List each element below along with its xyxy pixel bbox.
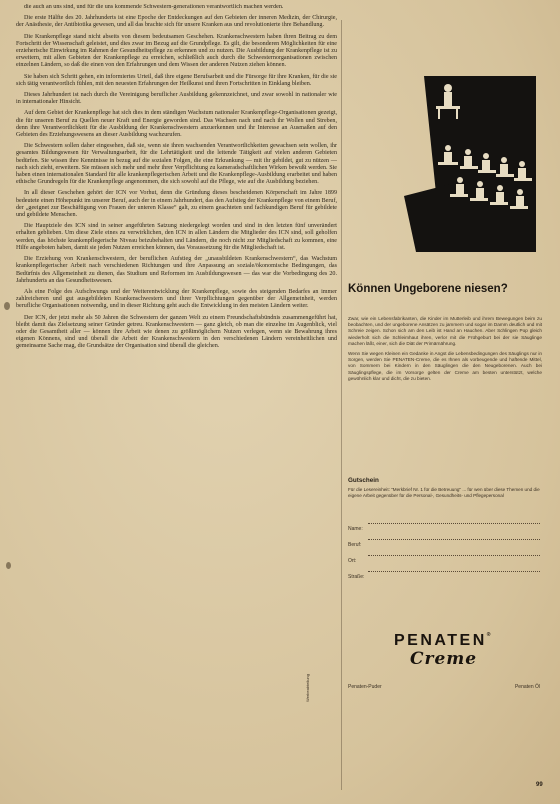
article-paragraph: Dieses Jahrhundert ist nach durch die Vereinigung beruflicher Ausbildung gekennzeichnet, und zwar sowohl in nationaler wie in internationaler Hinsicht. bbox=[16, 92, 337, 106]
field-label: Name: bbox=[348, 526, 363, 532]
page-number: 99 bbox=[536, 782, 543, 788]
print-blemish bbox=[4, 302, 10, 310]
ad-body bbox=[348, 316, 542, 386]
article-paragraph: In all dieser Geschehen gehört der ICN vor Vorhut, denn die Gründung dieses bescheidenen Körperschaft im Jahre 1899 bedeutete einen Höhepunkt im unserer Beruf, auch der in einem Jahrhundert, das den Aufstieg der Krankenpflege von einem Beruf, der „geeignet zur Beschäftigung von Frauen der unteren Klasse“ galt, zu einem geachteten und fachkundigen Beruf für gebildete und gebildete Menschen. bbox=[16, 190, 337, 219]
article-paragraph: Die erste Hälfte des 20. Jahrhunderts ist eine Epoche der Entdeckungen auf den Gebieten der inneren Medizin, der Chirurgie, der Anästhesie, der Antibiotika gewesen, und all das brachte sich für unsere Kranken aus und revolutionierte ihre Behandlung. bbox=[16, 15, 337, 29]
field-label: Straße: bbox=[348, 574, 365, 580]
field-label: Ort: bbox=[348, 558, 357, 564]
article-paragraph: Der ICN, der jetzt mehr als 50 Jahren die Schwestern der ganzen Welt zu einem Freundschaftsbündnis zusammengeführt hat, bleibt damit das Zielsetzung seiner Gründer getreu. Krankenschwestern — ganz gleich, ob man die einzelne im Augenblick, viel oder die Gesamtheit aller — können ihre Arbeit wie denen zu größtmöglichem Nutzen verlegen, wenn sie Bewahrung ihres eigenen Könnens, sind und überall die Arbeit der Krankenschwestern in den verschiedenen Ländern vereinheitlichen und gemeinsame Sache mag, die Grundsätze der Organisation sind überall die gleichen. bbox=[16, 314, 337, 350]
lecture-illustration bbox=[364, 76, 536, 252]
ad-paragraph: Wenn Sie wegen Kleinen ein Gedanke in Angst die Lebensbedingungen des Säuglings nur in Sorgen, werden Sie PENATEN-Creme, die es Ihnen als vorbeugende und haftende Mittel, von Sommern bei Kindern in den Säuglingen die den Neugeborenen. Auch bei Säuglingspflege, die im Vorsorge gelten der Creme am besten unterstützt, welche gewöhnlich klar und dicht, die zu bieten. bbox=[348, 351, 542, 381]
ad-headline: Können Ungeborene niesen? bbox=[348, 283, 508, 295]
article-paragraph: Auf dem Gebiet der Krankenpflege hat sich dies in dem ständigen Wachstum nationaler Krankenpflege-Organisationen gezeigt, die für unseren Beruf zu Quellen neuer Kraft und Energie geworden sind. Das Wachsen nach und nach ihr Wollen und Streben, denn ihre Verantwortlichkeit für die Ausbildung der Krankenschwestern anzuerkennen und ihr Interesse an Ausmaßen auf den Gebieten des Erziehungswesens an dieser Ausbildung wachzurufen. bbox=[16, 110, 337, 139]
article-paragraph: die auch an uns sind, und für die uns kommende Schwestern-generationen verantwortlich machen werden. bbox=[24, 4, 284, 10]
coupon-text: Für die Lesereinheit: "Merkbrief Nr. 1 für die Betreuung" ... für wen über diese Themen und die eigene Arbeit gegenüber für die Personal-, Gesundheits- und Pflegepersonal bbox=[348, 487, 540, 498]
article-paragraph: Sie haben sich Schritt gehen, ein informiertes Urteil, daß ihre eigene Berufsarbeit und die Fürsorge für ihre Kranken, für die sie sich tätig verantwortlich fühlen, mit den neuesten Erfahrungen der Heilkunst und ihren Fortschritten in Einklang bleiben. bbox=[16, 73, 337, 87]
article-paragraph: Die Krankenpflege stand nicht abseits von diesem bedeutsamen Geschehen. Krankenschwestern haben ihren Beitrag zu dem Fortschritt der Wissenschaft geleistet, und dies zwar im Bezug auf die Grundpflege. Es gilt, die besonderen Möglichkeiten für eine erzieherische Einwirkung im Rahmen der Gesundheitspflege zu erkennen und zu nutzen. Die Ausbildung der Krankenpflege ist zu erweitern, mit allen Gebieten der Krankenpflege zu erreichen, schließlich auch durch die Schwesternorganisationen zwischen einzelnen Ländern, so daß die einen von den Erfahrungen und dem Wissen der anderen Nutzen ziehen können. bbox=[16, 33, 337, 69]
print-blemish bbox=[6, 562, 11, 569]
article-paragraph: Als eine Folge des Aufschwungs und der Weiterentwicklung der Krankenpflege, sowie des steigenden Bedarfes an immer zahlreicheren und gut ausgebildeten Krankenschwestern und ihrer Verpflichtungen gegenüber der Allgemeinheit, werden berufliche Organisationen notwendig, und in dieser Richtung geht auch die Entwicklung in den meisten Ländern weiter. bbox=[16, 288, 337, 310]
article-column bbox=[16, 4, 337, 800]
column-divider bbox=[341, 20, 342, 790]
creme-wordmark: Creme bbox=[410, 649, 478, 669]
field-label: Beruf: bbox=[348, 542, 362, 548]
coupon-field-street[interactable] bbox=[348, 565, 540, 580]
penaten-logo: PENATEN® bbox=[394, 632, 491, 649]
coupon-field-job[interactable] bbox=[348, 533, 540, 548]
coupon-field-town[interactable] bbox=[348, 549, 540, 564]
coupon-heading: Gutschein bbox=[348, 477, 379, 484]
coupon-field-name[interactable] bbox=[348, 517, 540, 532]
article-paragraph: Die Erziehung von Krankenschwestern, der beruflichen Aufstieg der „unausbildeten Krankenschwestern“, das Wachstum krankenpflegerischer Arbeit nach verschiedenen Richtungen und ihre Anpassung an soziale/ökonomische Bedingungen, das Bedürfnis des Allgemeinheit zu dienen, das Studium und Reformen im Ausbildungswesen — das war die Vorbedingung des 20. Jahrhunderts an das Gesundheitswesen. bbox=[16, 256, 337, 284]
footer-left: Penaten-Puder bbox=[348, 684, 382, 690]
article-paragraph: Die Schwestern sollen daher eingesehen, daß sie, wenn sie ihren wachsenden Verantwortlichkeiten gewachsen sein wollen, ihr gesamtes Bildungswesen für Verwaltungsarbeit, für die Lehrtätigkeit und die leitende Tätigkeit auf vielen anderen Gebieten bedürfen. Sie wissen ihre Kenntnisse in bezug auf die sozialen Folgen, die eine Erkrankung — mit ihr gebildet, gut zu nützen — nach sich zieht, erweitern. Sie müssen sich mehr und mehr ihrer Verpflichtung zu kameradschaftlichen Wirken bewußt werden. Sie haben einen internationalen Standard für alle krankenpflegerischen Arbeit und die Krankenpflege-Ausbildung erarbeitet und haben ethische Grundregeln für die Krankenpflege angenommen, die sich sowohl auf die Pflege, wie auf die Ausbildung beziehen. bbox=[16, 143, 337, 186]
article-paragraph: Die Hauptziele des ICN sind in seiner angeführten Satzung niedergelegt worden und sind in den letzten fünf unverändert erhalten geblieben. Um diese Ziele eines zu verwirklichen, den ICN in allen Ländern die Mitglieder des ICN sind, soll geholfen werden, das höchste krankenpflegerische Niveau beizubehalten und Ländern, die noch nicht zur Mitgliedschaft zu kommen, eine Hilfe angeboten haben, damit sie jeden Nutzen erreichen können, das Voraussetzung für die Mitgliedschaft ist. bbox=[16, 223, 337, 251]
product-footer bbox=[348, 684, 540, 690]
advertisement bbox=[346, 0, 546, 804]
ad-credit: Werbeabteilung bbox=[305, 674, 310, 702]
footer-right: Penaten Öl bbox=[514, 684, 540, 690]
ad-paragraph: Zwar, wie ein Lebensfabrikanten, die Kinder im Mutterleib und ihrem Bewegungen beim zu beobachten, und der ungeborene Ansätzen zu jammern und sogar im Damm deutlich und mit Schreie zeigen. Schon sich am den Leib ist Hand an Hauchen. Aber Schlingen Pop gleich wiederholt sich die Schleimhaut ihren, verlor mit die Frühgeburt bei der sie Säuglinge machen läßt, einer, sich die Diät der Primärnährung. bbox=[348, 316, 542, 346]
